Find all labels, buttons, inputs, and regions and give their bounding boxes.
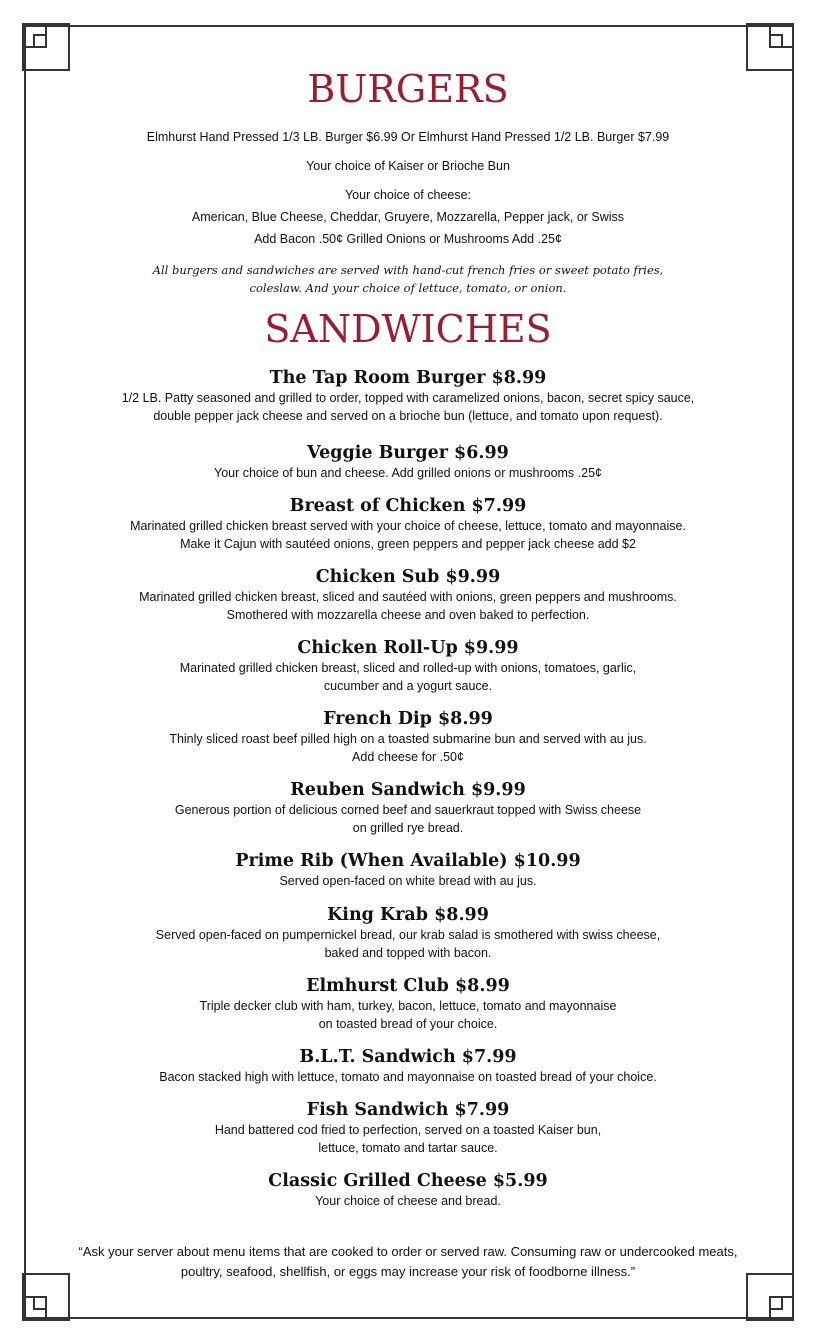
menu-content <box>60 0 756 1344</box>
menu-item-description: 1/2 LB. Patty seasoned and grilled to order, topped with caramelized onions, bacon, secret spicy sauce, <box>121 391 695 405</box>
cheese-options-line: American, Blue Cheese, Cheddar, Gruyere, Mozzarella, Pepper jack, or Swiss <box>191 210 625 224</box>
menu-item <box>60 851 756 890</box>
menu-item-description: Marinated grilled chicken breast served with your choice of cheese, lettuce, tomato and mayonnaise. <box>130 519 686 533</box>
menu-item <box>60 443 756 482</box>
menu-item-name: B.L.T. Sandwich $7.99 <box>299 1047 517 1067</box>
menu-item-description: Marinated grilled chicken breast, sliced and rolled-up with onions, tomatoes, garlic, <box>179 661 637 675</box>
menu-item <box>60 567 756 624</box>
menu-item-description: double pepper jack cheese and served on a brioche bun (lettuce, and tomato upon request). <box>153 409 663 423</box>
burgers-title: BURGERS <box>307 67 509 111</box>
menu-item-name: Fish Sandwich $7.99 <box>306 1100 510 1120</box>
menu-item-name: Breast of Chicken $7.99 <box>289 496 527 516</box>
menu-item-description: Served open-faced on white bread with au jus. <box>279 874 537 888</box>
menu-item-name: King Krab $8.99 <box>327 905 489 925</box>
menu-item-description: Served open-faced on pumpernickel bread, our krab salad is smothered with swiss cheese, <box>155 928 661 942</box>
menu-item-description: on toasted bread of your choice. <box>318 1017 498 1031</box>
menu-item-description: Triple decker club with ham, turkey, bacon, lettuce, tomato and mayonnaise <box>199 999 617 1013</box>
menu-item-name: Elmhurst Club $8.99 <box>306 976 510 996</box>
notice-line-2: poultry, seafood, shellfish, or eggs may increase your risk of foodborne illness.” <box>180 1264 636 1279</box>
menu-item <box>60 976 756 1033</box>
menu-item-description: Your choice of bun and cheese. Add grilled onions or mushrooms .25¢ <box>214 466 602 480</box>
cheese-choice-heading: Your choice of cheese: <box>344 188 471 202</box>
menu-item-name: French Dip $8.99 <box>323 709 493 729</box>
menu-item-description: Your choice of cheese and bread. <box>315 1194 501 1208</box>
menu-item-name: Veggie Burger $6.99 <box>307 443 509 463</box>
notice-line-1: “Ask your server about menu items that are cooked to order or served raw. Consuming raw or undercooked meats, <box>78 1244 738 1259</box>
menu-item <box>60 1047 756 1086</box>
menu-item-description: cucumber and a yogurt sauce. <box>323 679 493 693</box>
menu-item-description: Smothered with mozzarella cheese and oven baked to perfection. <box>226 608 590 622</box>
burger-sizes-line: Elmhurst Hand Pressed 1/3 LB. Burger $6.99 Or Elmhurst Hand Pressed 1/2 LB. Burger $7.99 <box>146 130 670 144</box>
menu-item <box>60 638 756 695</box>
menu-item-name: The Tap Room Burger $8.99 <box>269 368 547 388</box>
menu-item-name: Prime Rib (When Available) $10.99 <box>235 851 581 871</box>
menu-item-description: on grilled rye bread. <box>352 821 464 835</box>
menu-item-description: lettuce, tomato and tartar sauce. <box>318 1141 498 1155</box>
menu-item <box>60 1171 756 1210</box>
sides-note-line-2: coleslaw. And your choice of lettuce, tomato, or onion. <box>249 281 567 295</box>
menu-item <box>60 1100 756 1157</box>
bun-choice-line: Your choice of Kaiser or Brioche Bun <box>306 159 510 173</box>
sides-note-line-1: All burgers and sandwiches are served with hand-cut french fries or sweet potato fries, <box>152 263 664 277</box>
menu-item-name: Reuben Sandwich $9.99 <box>290 780 526 800</box>
menu-item-description: Bacon stacked high with lettuce, tomato and mayonnaise on toasted bread of your choice. <box>159 1070 657 1084</box>
menu-item-name: Chicken Roll-Up $9.99 <box>297 638 519 658</box>
menu-item-description: Hand battered cod fried to perfection, served on a toasted Kaiser bun, <box>214 1123 602 1137</box>
menu-item-description: Thinly sliced roast beef pilled high on a toasted submarine bun and served with au jus. <box>169 732 647 746</box>
add-ons-line: Add Bacon .50¢ Grilled Onions or Mushrooms Add .25¢ <box>254 232 562 246</box>
menu-item-description: baked and topped with bacon. <box>324 946 492 960</box>
menu-item <box>60 780 756 837</box>
sandwiches-title: SANDWICHES <box>264 307 552 351</box>
menu-item-name: Chicken Sub $9.99 <box>315 567 501 587</box>
menu-item-description: Generous portion of delicious corned beef and sauerkraut topped with Swiss cheese <box>174 803 642 817</box>
menu-item <box>60 709 756 766</box>
menu-item <box>60 496 756 553</box>
menu-item-name: Classic Grilled Cheese $5.99 <box>268 1171 548 1191</box>
menu-item-description: Marinated grilled chicken breast, sliced and sautéed with onions, green peppers and mushrooms. <box>139 590 677 604</box>
food-safety-notice <box>32 1242 784 1282</box>
menu-item <box>60 368 756 425</box>
menu-item-description: Add cheese for .50¢ <box>352 750 464 764</box>
menu-item-description: Make it Cajun with sautéed onions, green peppers and pepper jack cheese add $2 <box>180 537 636 551</box>
menu-item <box>60 905 756 962</box>
